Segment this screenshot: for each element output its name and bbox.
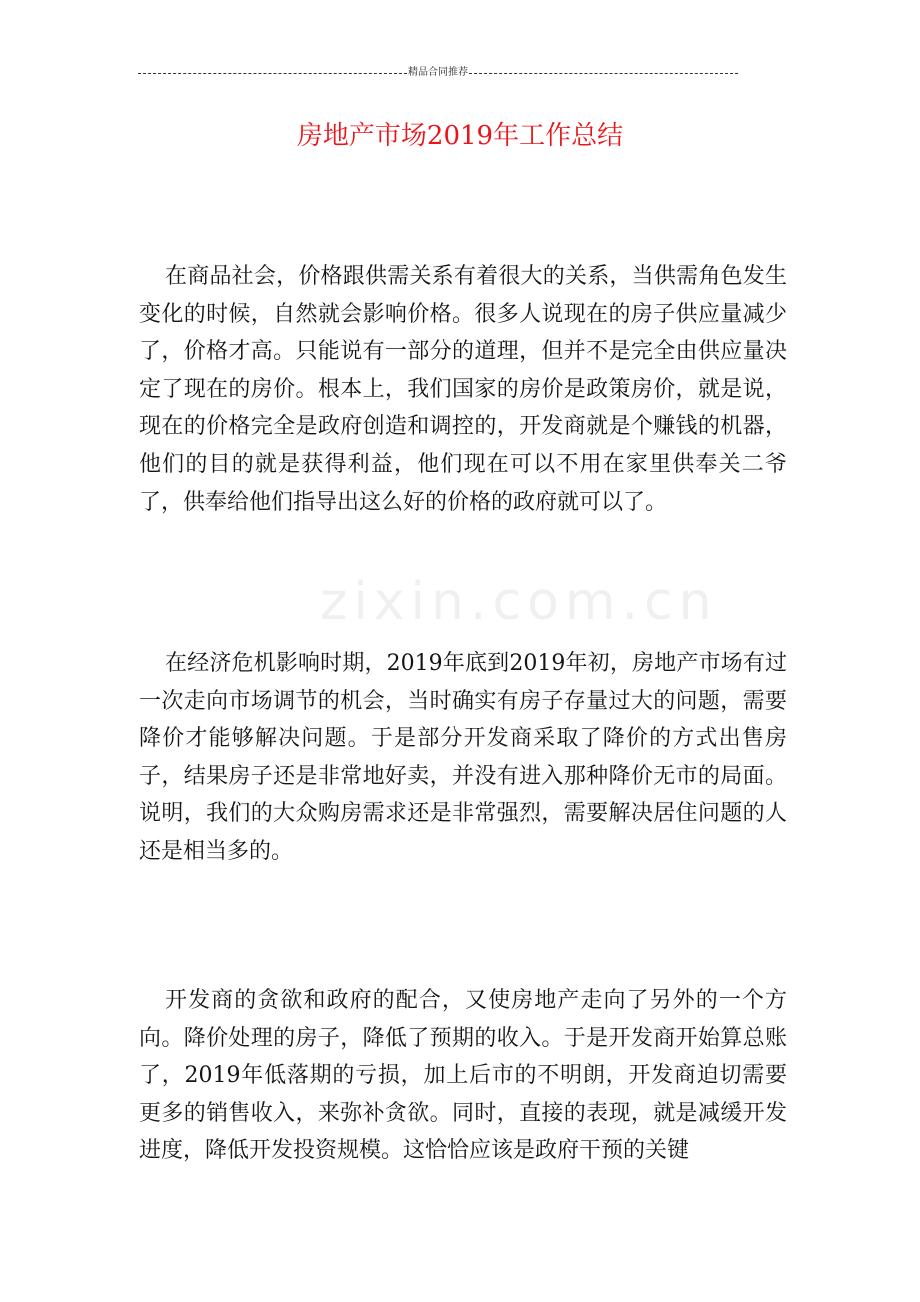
paragraph-1: 在商品社会，价格跟供需关系有着很大的关系，当供需角色发生变化的时候，自然就会影响价格。很多人说现在的房子供应量减少了，价格才高。只能说有一部分的道理，但并不是完全由供应量决定了现在的房价。根本上，我们国家的房价是政策房价，就是说，现在的价格完全是政府创造和调控的，开发商就是个赚钱的机器，他们的目的就是获得利益，他们现在可以不用在家里供奉关二爷了，供奉给他们指导出这么好的价格的政府就可以了。 bbox=[139, 264, 787, 515]
page-header bbox=[138, 66, 738, 80]
watermark: zixin.com.cn bbox=[320, 572, 718, 632]
header-label: 精品合同推荐 bbox=[408, 67, 468, 78]
paragraph-2: 在经济危机影响时期，2019年底到2019年初，房地产市场有过一次走向市场调节的机会，当时确实有房子存量过大的问题，需要降价才能够解决问题。于是部分开发商采取了降价的方式出售房子，结果房子还是非常地好卖，并没有进入那种降价无市的局面。说明，我们的大众购房需求还是非常强烈，需要解决居住问题的人还是相当多的。 bbox=[139, 651, 787, 864]
header-dash-left bbox=[138, 73, 407, 74]
paragraph-3: 开发商的贪欲和政府的配合，又使房地产走向了另外的一个方向。降价处理的房子，降低了预期的收入。于是开发商开始算总账了，2019年低落期的亏损，加上后市的不明朗，开发商迫切需要更多的销售收入，来弥补贪欲。同时，直接的表现，就是减缓开发进度，降低开发投资规模。这恰恰应该是政府干预的关键 bbox=[139, 988, 787, 1164]
header-dash-right bbox=[469, 73, 738, 74]
document-title: 房地产市场2019年工作总结 bbox=[296, 121, 624, 151]
